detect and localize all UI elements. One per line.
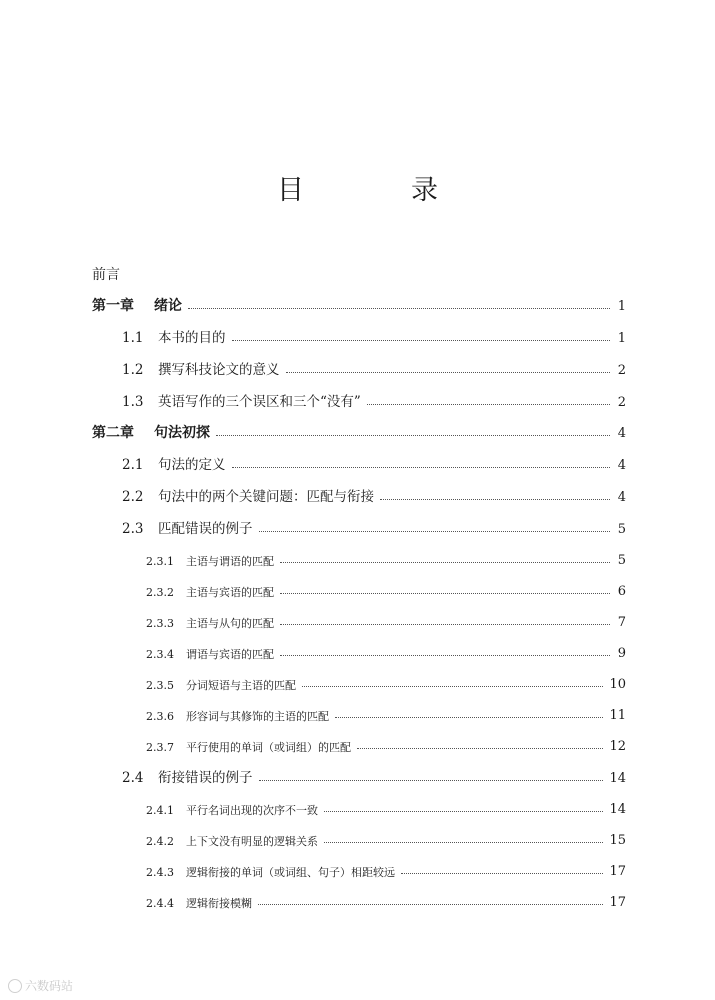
toc-dot-leader <box>232 340 611 341</box>
table-of-contents <box>92 256 626 909</box>
toc-page-number: 11 <box>609 708 626 723</box>
toc-entry-title: 句法初探 <box>154 425 210 441</box>
toc-entry-title: 逻辑衔接的单词（或词组、句子）相距较远 <box>186 866 395 879</box>
toc-entry-label <box>146 836 318 847</box>
toc-sub-row <box>92 629 626 660</box>
toc-section-row <box>92 753 626 785</box>
toc-entry-title: 撰写科技论文的意义 <box>158 361 280 378</box>
toc-dot-leader <box>302 686 603 687</box>
toc-entry-label <box>146 867 395 878</box>
toc-entry-label <box>146 898 252 909</box>
toc-entry-label <box>122 393 361 410</box>
toc-section-row <box>92 377 626 409</box>
toc-dot-leader <box>258 904 603 905</box>
toc-entry-number: 1.2 <box>122 361 144 378</box>
toc-sub-row <box>92 567 626 598</box>
toc-entry-title: 主语与从句的匹配 <box>186 617 274 630</box>
toc-entry-title: 主语与谓语的匹配 <box>186 555 274 568</box>
toc-entry-number: 2.4.3 <box>146 866 174 879</box>
toc-entry-label <box>146 805 318 816</box>
toc-dot-leader <box>367 404 610 405</box>
toc-dot-leader <box>380 499 610 500</box>
toc-entry-title: 匹配错误的例子 <box>158 520 253 537</box>
toc-sub-row <box>92 878 626 909</box>
toc-entry-title: 主语与宾语的匹配 <box>186 586 274 599</box>
toc-dot-leader <box>232 467 611 468</box>
toc-entry-title: 平行使用的单词（或词组）的匹配 <box>186 741 351 754</box>
toc-entry-title: 上下文没有明显的逻辑关系 <box>186 835 318 848</box>
toc-entry-number: 2.3.2 <box>146 586 174 599</box>
toc-entries <box>92 282 626 909</box>
toc-sub-row <box>92 816 626 847</box>
watermark <box>8 977 73 994</box>
toc-dot-leader <box>286 372 611 373</box>
toc-entry-title: 句法的定义 <box>158 456 226 473</box>
toc-sub-row <box>92 598 626 629</box>
toc-dot-leader <box>259 531 611 532</box>
toc-entry-label <box>146 742 351 753</box>
toc-page-number: 17 <box>609 864 626 879</box>
toc-entry-number: 2.2 <box>122 488 144 505</box>
toc-section-row <box>92 345 626 377</box>
toc-page-number: 1 <box>617 299 626 314</box>
toc-section-row <box>92 440 626 472</box>
toc-page-number: 4 <box>617 490 626 505</box>
toc-page-number: 12 <box>609 739 626 754</box>
toc-page-number: 14 <box>609 802 626 817</box>
toc-entry-number: 2.3.7 <box>146 741 174 754</box>
toc-chapter-row <box>92 409 626 440</box>
page-title: 目 录 <box>277 175 478 206</box>
toc-dot-leader <box>259 780 604 781</box>
toc-page-number: 1 <box>617 331 626 346</box>
toc-entry-label <box>146 618 274 629</box>
toc-page-number: 7 <box>617 615 626 630</box>
toc-entry-label <box>122 520 253 537</box>
toc-entry-title: 平行名词出现的次序不一致 <box>186 804 318 817</box>
toc-entry-title: 句法中的两个关键问题：匹配与衔接 <box>158 488 374 505</box>
toc-page-number: 5 <box>617 553 626 568</box>
toc-entry-number: 1.3 <box>122 393 144 410</box>
toc-entry-label <box>146 649 274 660</box>
toc-entry-number: 2.4 <box>122 769 144 786</box>
toc-page-number: 14 <box>609 771 626 786</box>
watermark-logo-icon <box>8 979 22 993</box>
toc-section-row <box>92 504 626 536</box>
toc-entry-title: 绪论 <box>154 298 182 314</box>
toc-entry-title: 衔接错误的例子 <box>158 769 253 786</box>
toc-page-number: 9 <box>617 646 626 661</box>
toc-sub-row <box>92 722 626 753</box>
toc-page-number: 2 <box>617 363 626 378</box>
toc-entry-title: 本书的目的 <box>158 329 226 346</box>
toc-dot-leader <box>216 435 610 436</box>
toc-section-row <box>92 472 626 504</box>
toc-entry-title: 逻辑衔接模糊 <box>186 897 252 910</box>
toc-entry-label <box>122 769 253 786</box>
toc-entry-number: 2.3.3 <box>146 617 174 630</box>
toc-entry-label <box>122 329 226 346</box>
toc-entry-number: 1.1 <box>122 329 144 346</box>
toc-entry-label <box>92 426 210 440</box>
toc-entry-title: 形容词与其修饰的主语的匹配 <box>186 710 329 723</box>
toc-sub-row <box>92 691 626 722</box>
toc-section-row <box>92 313 626 345</box>
toc-page-number: 10 <box>609 677 626 692</box>
toc-page-number: 2 <box>617 395 626 410</box>
toc-entry-label <box>92 299 182 313</box>
toc-entry-label <box>122 456 226 473</box>
toc-dot-leader <box>324 811 603 812</box>
toc-entry-label <box>146 680 296 691</box>
toc-sub-row <box>92 660 626 691</box>
toc-dot-leader <box>357 748 603 749</box>
toc-entry-number: 2.4.2 <box>146 835 174 848</box>
toc-page-number: 4 <box>617 426 626 441</box>
toc-dot-leader <box>280 624 610 625</box>
toc-sub-row <box>92 847 626 878</box>
toc-entry-number: 2.3.6 <box>146 710 174 723</box>
toc-sub-row <box>92 536 626 567</box>
toc-chapter-row <box>92 282 626 313</box>
toc-entry-title: 谓语与宾语的匹配 <box>186 648 274 661</box>
toc-entry-number: 第二章 <box>92 425 134 441</box>
toc-dot-leader <box>280 655 610 656</box>
toc-entry-number: 2.3.5 <box>146 679 174 692</box>
toc-entry-label <box>146 587 274 598</box>
toc-sub-row <box>92 785 626 816</box>
toc-page-number: 6 <box>617 584 626 599</box>
toc-entry-label <box>122 488 374 505</box>
toc-page-number: 15 <box>609 833 626 848</box>
toc-entry-number: 2.3.1 <box>146 555 174 568</box>
toc-entry-number: 2.3 <box>122 520 144 537</box>
toc-page-number: 5 <box>617 522 626 537</box>
toc-dot-leader <box>335 717 603 718</box>
toc-dot-leader <box>401 873 603 874</box>
toc-page-number: 17 <box>609 895 626 910</box>
toc-preface-label: 前言 <box>92 267 120 283</box>
toc-entry-title: 分词短语与主语的匹配 <box>186 679 296 692</box>
toc-dot-leader <box>324 842 603 843</box>
toc-entry-number: 第一章 <box>92 298 134 314</box>
toc-entry-number: 2.1 <box>122 456 144 473</box>
toc-dot-leader <box>280 562 610 563</box>
toc-page-number: 4 <box>617 458 626 473</box>
toc-dot-leader <box>280 593 610 594</box>
watermark-text: 六数码站 <box>25 979 74 993</box>
toc-entry-number: 2.4.1 <box>146 804 174 817</box>
toc-preface <box>92 256 626 282</box>
toc-entry-label <box>146 711 329 722</box>
toc-entry-label <box>122 361 280 378</box>
toc-entry-number: 2.4.4 <box>146 897 174 910</box>
toc-entry-title: 英语写作的三个误区和三个“没有” <box>158 393 361 410</box>
toc-dot-leader <box>188 308 610 309</box>
toc-entry-number: 2.3.4 <box>146 648 174 661</box>
toc-entry-label <box>146 556 274 567</box>
